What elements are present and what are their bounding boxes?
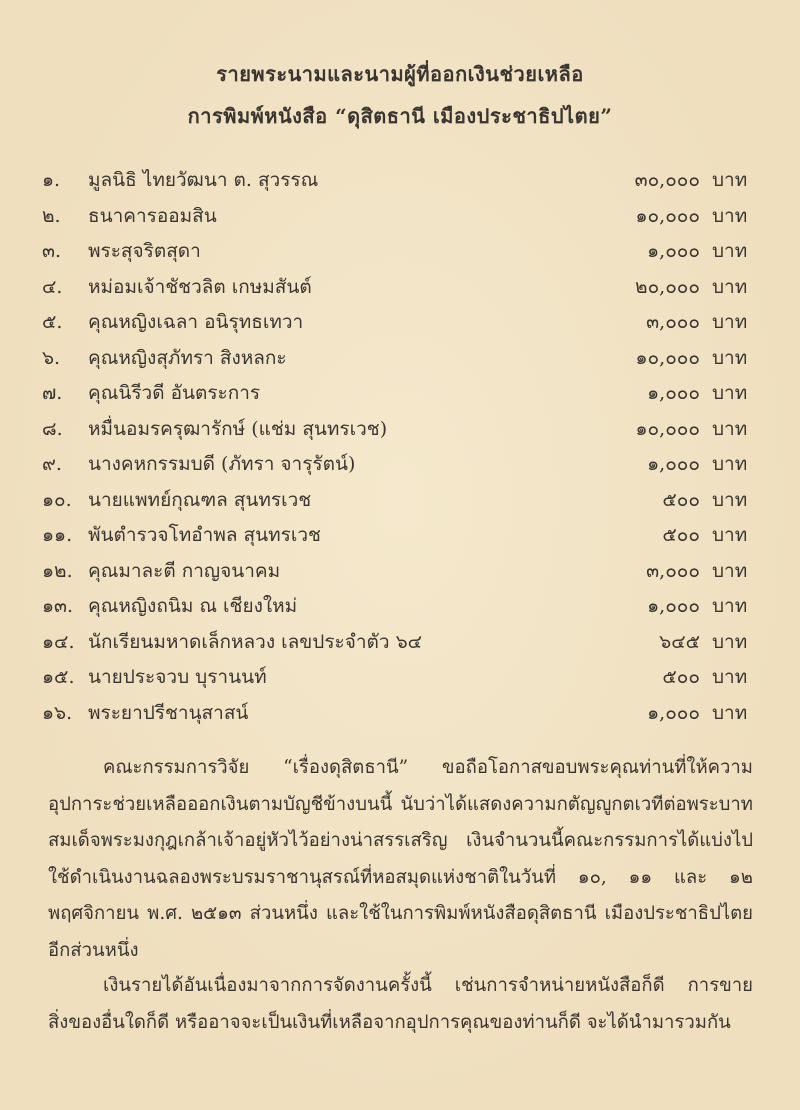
donor-name: ธนาคารออมสิน — [88, 204, 217, 227]
donor-amount: ๒๐,๐๐๐ — [635, 275, 700, 298]
donor-name: นักเรียนมหาดเล็กหลวง เลขประจำตัว ๖๔ — [88, 630, 423, 653]
donor-unit: บาท — [712, 275, 748, 298]
donor-row — [0, 201, 800, 237]
donor-unit: บาท — [712, 559, 748, 582]
donor-number: ๖. — [42, 346, 61, 369]
donor-unit: บาท — [712, 417, 748, 440]
donor-number: ๑. — [42, 169, 61, 191]
donor-number: ๕. — [42, 311, 63, 333]
donor-name: พันตำรวจโทอำพล สุนทรเวช — [88, 524, 321, 546]
donor-number: ๔. — [42, 275, 63, 298]
donor-unit: บาท — [712, 524, 748, 546]
donor-row — [0, 698, 800, 734]
donor-number: ๑๕. — [42, 666, 75, 688]
donor-amount: ๕๐๐ — [662, 524, 700, 546]
donor-name: พระยาปรีชานุสาสน์ — [88, 701, 249, 724]
donor-amount: ๑๐,๐๐๐ — [635, 204, 700, 227]
donor-number: ๑๒. — [42, 559, 73, 582]
donor-row — [0, 307, 800, 343]
donor-number: ๙. — [42, 453, 62, 475]
donor-number: ๑๓. — [42, 595, 74, 617]
donor-amount: ๑,๐๐๐ — [647, 701, 700, 724]
donor-unit: บาท — [712, 311, 748, 333]
donor-unit: บาท — [712, 595, 748, 617]
donor-amount: ๑,๐๐๐ — [647, 240, 700, 262]
donor-number: ๒. — [42, 204, 61, 227]
donor-name: คุณหญิงสุภัทรา สิงหลกะ — [88, 346, 287, 369]
donor-name: พระสุจริตสุดา — [88, 240, 201, 262]
donor-number: ๑๑. — [42, 524, 73, 546]
donor-unit: บาท — [712, 701, 748, 724]
donor-unit: บาท — [712, 346, 748, 369]
donor-unit: บาท — [712, 488, 748, 511]
donor-row — [0, 236, 800, 272]
donor-amount: ๕๐๐ — [662, 488, 700, 511]
donor-amount: ๕๐๐ — [662, 666, 700, 688]
donor-name: คุณนิรีวดี อันตระการ — [88, 382, 261, 404]
donor-amount: ๑๐,๐๐๐ — [635, 417, 700, 440]
donor-number: ๗. — [42, 382, 63, 404]
donor-number: ๑๖. — [42, 701, 73, 724]
donor-name: หมื่นอมรครุฒารักษ์ (แช่ม สุนทรเวช) — [88, 417, 388, 440]
donor-row — [0, 378, 800, 414]
donor-amount: ๓,๐๐๐ — [646, 559, 700, 582]
donor-row — [0, 272, 800, 308]
donor-unit: บาท — [712, 204, 748, 227]
donor-amount: ๑,๐๐๐ — [647, 382, 700, 404]
donor-number: ๘. — [42, 417, 63, 440]
donor-amount: ๑,๐๐๐ — [647, 595, 700, 617]
donor-amount: ๖๔๕ — [659, 630, 700, 653]
donor-unit: บาท — [712, 240, 748, 262]
donor-name: นางคหกรรมบดี (ภัทรา จารุรัตน์) — [88, 453, 356, 475]
donor-unit: บาท — [712, 169, 748, 191]
donor-row — [0, 556, 800, 592]
body-paragraph-2: เงินรายได้อันเนื่องมาจากการจัดงานครั้งนี้ เช่นการจำหน่ายหนังสือก็ดี การขายสิ่งของอื่นใดก็ดี หรืออาจจะเป็นเงินที่เหลือจากอุปการคุณของท่านก็ดี จะได้นำมารวมกัน — [48, 975, 753, 1033]
donor-name: นายแพทย์กุณฑล สุนทรเวช — [88, 488, 312, 511]
donor-unit: บาท — [712, 453, 748, 475]
donor-row — [0, 414, 800, 450]
donor-number: ๓. — [42, 240, 62, 262]
donor-name: นายประจวบ บุรานนท์ — [88, 666, 267, 688]
donor-row — [0, 165, 800, 201]
donor-row — [0, 662, 800, 698]
donor-amount: ๑,๐๐๐ — [647, 453, 700, 475]
donor-unit: บาท — [712, 666, 748, 688]
donor-number: ๑๔. — [42, 630, 75, 653]
donor-name: คุณหญิงถนิม ณ เชียงใหม่ — [88, 595, 298, 617]
donor-row — [0, 449, 800, 485]
donor-name: คุณหญิงเฉลา อนิรุทธเทวา — [88, 311, 304, 333]
title-line-1: รายพระนามและนามผู้ที่ออกเงินช่วยเหลือ — [216, 62, 584, 86]
donor-amount: ๓๐,๐๐๐ — [634, 169, 700, 191]
donor-name: หม่อมเจ้าชัชวลิต เกษมสันต์ — [88, 275, 312, 298]
donor-unit: บาท — [712, 630, 748, 653]
donor-row — [0, 485, 800, 521]
donor-name: คุณมาละตี กาญจนาคม — [88, 559, 281, 582]
donor-unit: บาท — [712, 382, 748, 404]
body-paragraph-1: คณะกรรมการวิจัย “เรื่องดุสิตธานี” ขอถือโอกาสขอบพระคุณท่านที่ให้ความอุปการะช่วยเหลือออกเงินตามบัญชีข้างบนนี้ นับว่าได้แสดงความกตัญญูกตเวทีต่อพระบาทสมเด็จพระมงกุฎเกล้าเจ้าอยู่หัวไว้อย่างน่าสรรเสริญ เงินจำนวนนี้คณะกรรมการได้แบ่งไปใช้ดำเนินงานฉลองพระบรมราชานุสรณ์ที่หอสมุดแห่งชาติในวันที่ ๑๐, ๑๑ และ ๑๒ พฤศจิกายน พ.ศ. ๒๕๑๓ ส่วนหนึ่ง และใช้ในการพิมพ์หนังสือดุสิตธานี เมืองประชาธิปไตย อีกส่วนหนึ่ง — [48, 757, 753, 961]
donor-name: มูลนิธิ ไทยวัฒนา ต. สุวรรณ — [88, 169, 319, 191]
donor-row — [0, 343, 800, 379]
title-line-2: การพิมพ์หนังสือ “ดุสิตธานี เมืองประชาธิปไตย” — [187, 104, 613, 128]
donor-row — [0, 627, 800, 663]
donor-row — [0, 520, 800, 556]
donor-number: ๑๐. — [42, 488, 72, 511]
donor-amount: ๓,๐๐๐ — [646, 311, 700, 333]
donor-row — [0, 591, 800, 627]
donor-amount: ๑๐,๐๐๐ — [635, 346, 700, 369]
